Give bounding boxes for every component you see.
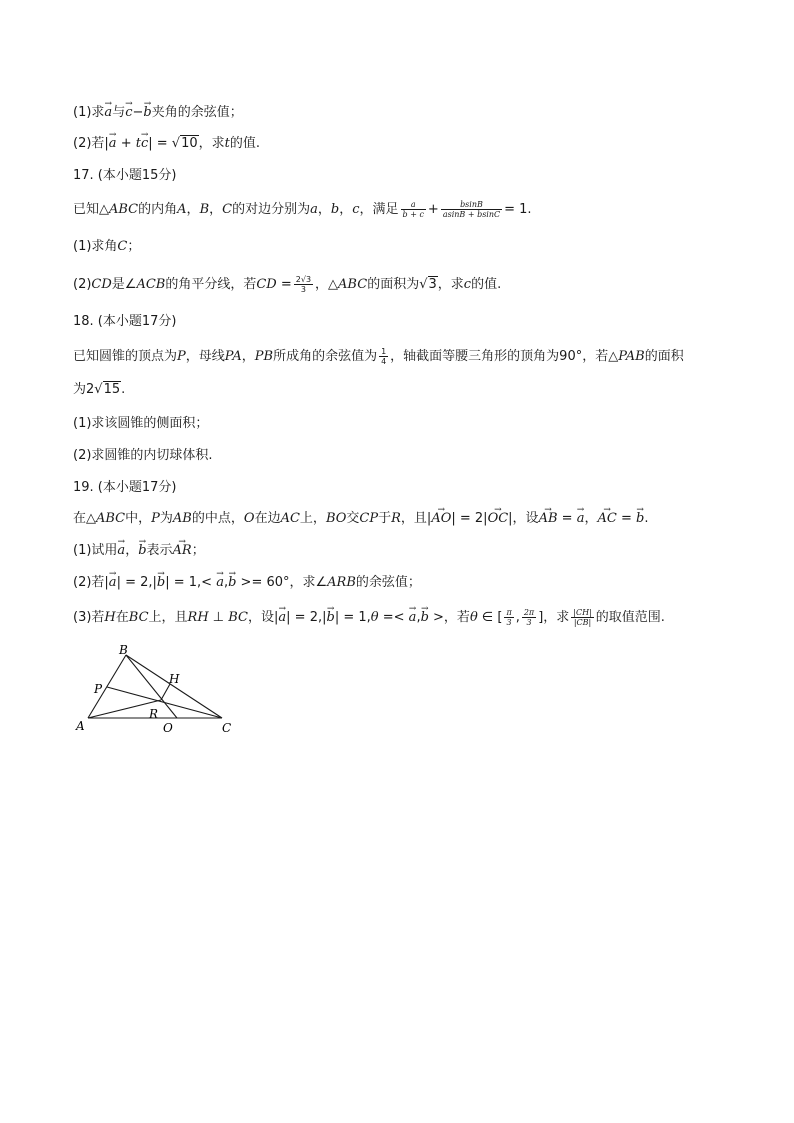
- q18-stem-line1: 已知圆锥的顶点为P，母线PA，PB所成角的余弦值为 $\frac{1}{4}$ ，轴截面等腰三角形的顶角为90°，若△PAB的面积: [73, 347, 684, 366]
- segment-BC: [126, 655, 222, 718]
- q17-part2: (2)CD是∠ACB的角平分线，若CD = $\frac{2√3}{3}$ ，△ABC的面积为√3，求c的值.: [73, 275, 502, 294]
- label-B: B: [119, 643, 128, 657]
- label-C: C: [222, 721, 232, 735]
- q19-part1: (1)试用→ a，→ b表示→ AR；: [73, 542, 205, 560]
- q18-part2: (2)求圆锥的内切球体积.: [73, 448, 213, 463]
- q17-stem: 已知△ABC的内角A，B，C的对边分别为a，b，c，满足 $\frac{a}{b + c}$ + $\frac{bsinB}{asinB + bsinC}$ = 1.: [73, 200, 532, 219]
- label-P: P: [94, 682, 103, 696]
- label-H: H: [169, 672, 180, 686]
- q19-heading: 19. (本小题17分): [73, 480, 177, 495]
- q17-part1: (1)求角C；: [73, 239, 141, 254]
- q18-stem-line2: 为2√15.: [73, 382, 126, 397]
- q16-part1: (1)求→ a与→ c−→ b夹角的余弦值；: [73, 104, 243, 122]
- q19-part2: (2)若|→ a| = 2,|→ b| = 1,< → a,→ b >= 60°，求∠ARB的余弦值；: [73, 574, 421, 592]
- segment-RH: [161, 684, 170, 700]
- q19-stem: 在△ABC中，P为AB的中点，O在边AC上，BO交CP于R，且|→ AO| = 2|→ OC|，设→ AB = → a，→ AC = → b.: [73, 510, 648, 528]
- q17-heading: 17. (本小题15分): [73, 168, 177, 183]
- q16-part2: (2)若|→ a + t→ c| = √10，求t的值.: [73, 135, 260, 153]
- label-O: O: [163, 721, 173, 735]
- q18-heading: 18. (本小题17分): [73, 314, 177, 329]
- triangle-figure: [68, 638, 268, 748]
- label-A: A: [76, 719, 85, 733]
- q19-part3: (3)若H在BC上，且RH ⊥ BC，设|→ a| = 2,|→ b| = 1,θ =< → a,→ b >，若θ ∈ [ $\frac{\pi}{3}$ , $\frac{2\pi}{3}$ ]，求 $\frac{|CH|}{|CB|}$ 的取值范围.: [73, 608, 665, 627]
- label-R: R: [149, 707, 159, 721]
- q18-part1: (1)求该圆锥的侧面积；: [73, 416, 209, 431]
